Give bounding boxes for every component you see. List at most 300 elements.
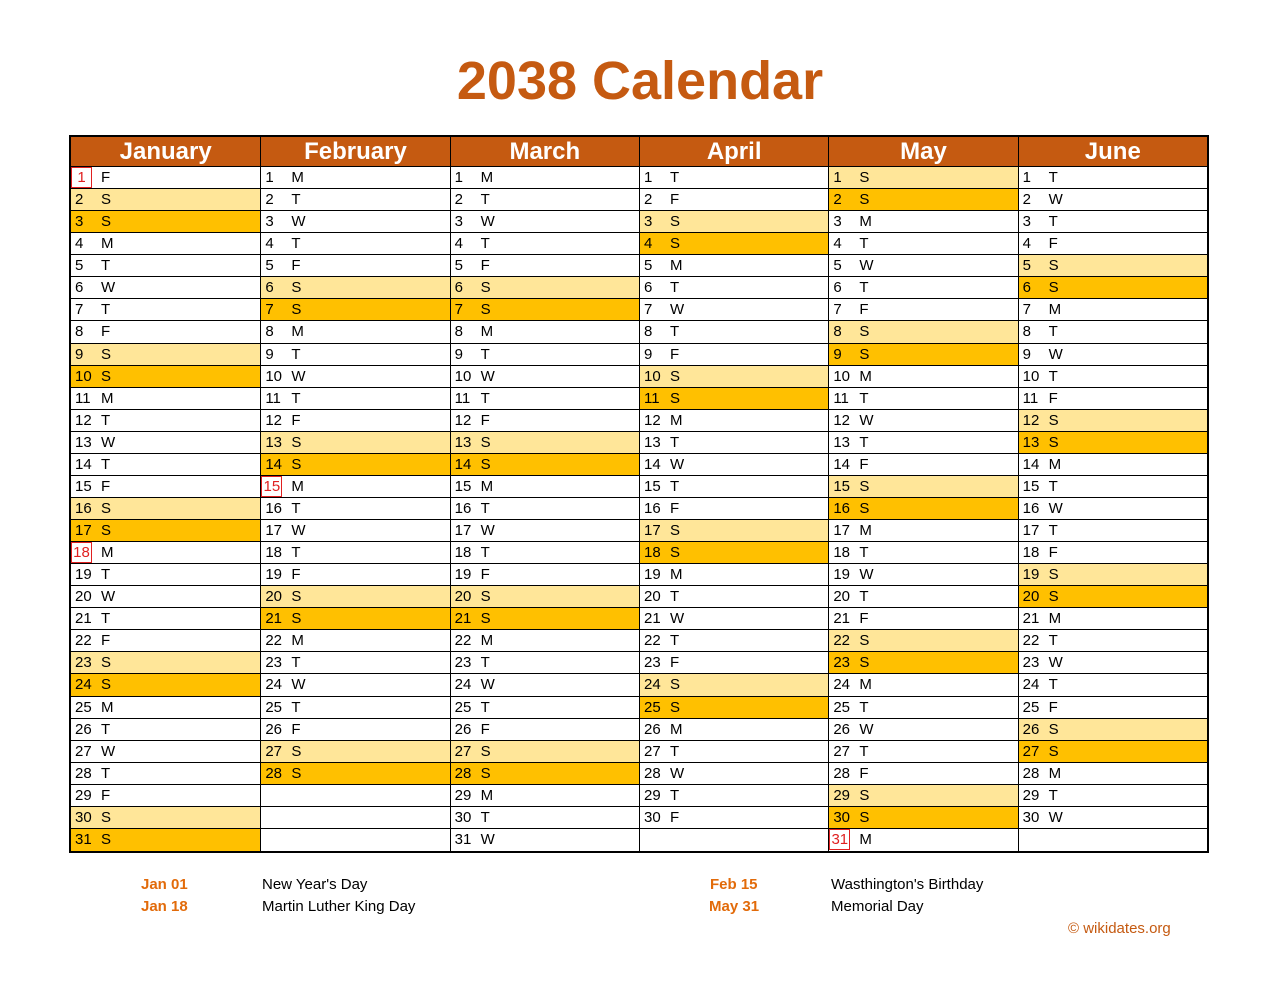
day-cell (71, 586, 260, 608)
day-number: 26 (265, 720, 283, 738)
weekday-letter: F (859, 610, 869, 628)
day-cell (1019, 167, 1207, 189)
weekday-letter: S (480, 610, 491, 628)
weekday-letter: M (101, 235, 114, 253)
weekday-letter: S (101, 654, 112, 672)
day-cell (640, 255, 828, 277)
day-number: 18 (643, 544, 661, 562)
weekday-letter: F (291, 257, 301, 275)
day-cell (1019, 476, 1207, 498)
day-cell (640, 520, 828, 542)
day-cell (261, 542, 449, 564)
day-number: 3 (75, 213, 84, 231)
weekday-letter: S (859, 632, 870, 650)
day-number: 14 (75, 455, 92, 473)
day-number: 2 (1022, 191, 1031, 209)
day-cell (451, 277, 639, 299)
day-number: 24 (265, 676, 283, 694)
day-number: 2 (265, 191, 274, 209)
day-number: 26 (1022, 720, 1040, 738)
day-cell (451, 785, 639, 807)
weekday-letter: T (480, 345, 490, 363)
weekday-letter: M (859, 367, 872, 385)
day-cell (1019, 211, 1207, 233)
day-cell (1019, 829, 1207, 851)
weekday-letter: T (859, 389, 869, 407)
weekday-letter: S (1048, 588, 1059, 606)
holiday-entry (709, 896, 759, 918)
day-number: 23 (1022, 654, 1040, 672)
weekday-letter: M (859, 522, 872, 539)
day-cell (1019, 652, 1207, 674)
weekday-letter: S (859, 499, 870, 517)
day-cell (451, 410, 639, 432)
day-number: 7 (643, 301, 653, 319)
day-number: 5 (1022, 257, 1031, 275)
day-cell (261, 719, 449, 741)
day-cell (261, 476, 449, 498)
day-number: 24 (454, 676, 472, 694)
weekday-letter: W (291, 676, 306, 694)
weekday-letter: T (669, 742, 680, 760)
weekday-letter: F (480, 411, 490, 429)
day-cell (640, 189, 828, 211)
weekday-letter: M (859, 830, 872, 848)
weekday-letter: M (1048, 455, 1062, 473)
weekday-letter: W (1048, 191, 1063, 209)
calendar-grid (69, 135, 1209, 853)
day-cell (829, 697, 1017, 719)
holiday-entry (141, 896, 188, 918)
day-number: 18 (71, 542, 92, 563)
day-cell (1019, 763, 1207, 785)
day-number: 15 (643, 477, 661, 495)
day-number: 23 (454, 654, 472, 672)
weekday-letter: S (859, 477, 870, 495)
weekday-letter: S (859, 323, 870, 341)
weekday-letter: F (669, 345, 680, 363)
month-header: January (71, 137, 260, 167)
day-number: 23 (833, 654, 850, 672)
weekday-letter: T (859, 544, 869, 562)
day-cell (71, 674, 260, 696)
day-number: 7 (1022, 301, 1031, 319)
day-cell (261, 167, 449, 189)
weekday-letter: W (859, 566, 874, 584)
month-header: April (640, 137, 828, 167)
day-number: 26 (454, 720, 472, 738)
weekday-letter: T (1048, 477, 1058, 495)
weekday-letter: F (669, 191, 680, 209)
weekday-letter: T (101, 455, 111, 473)
weekday-letter: S (669, 698, 680, 716)
day-number: 18 (1022, 544, 1040, 562)
weekday-letter: S (669, 389, 680, 407)
day-number: 29 (833, 786, 850, 804)
weekday-letter: T (669, 433, 680, 451)
day-cell (1019, 344, 1207, 366)
day-cell (71, 189, 260, 211)
day-number: 29 (454, 786, 472, 804)
day-number: 1 (1022, 169, 1031, 186)
weekday-letter: S (101, 499, 112, 517)
day-cell (261, 630, 449, 652)
day-cell (640, 829, 828, 851)
day-number: 28 (1022, 764, 1040, 782)
day-number: 1 (265, 169, 274, 186)
day-number: 6 (833, 279, 842, 297)
day-cell (1019, 255, 1207, 277)
day-cell (71, 542, 260, 564)
day-cell (451, 167, 639, 189)
day-cell (640, 785, 828, 807)
weekday-letter: T (101, 720, 111, 738)
day-cell (1019, 785, 1207, 807)
day-cell (71, 829, 260, 851)
day-cell (640, 211, 828, 233)
weekday-letter: M (291, 323, 304, 341)
day-cell (640, 476, 828, 498)
day-cell (261, 255, 449, 277)
day-cell (829, 277, 1017, 299)
holiday-entry (831, 896, 924, 918)
weekday-letter: M (480, 169, 494, 186)
day-number: 2 (454, 191, 463, 209)
weekday-letter: S (101, 676, 112, 694)
weekday-letter: W (101, 588, 116, 606)
weekday-letter: S (480, 433, 491, 451)
day-cell (829, 388, 1017, 410)
day-number: 28 (643, 764, 661, 782)
day-number: 20 (265, 588, 283, 606)
weekday-letter: M (1048, 301, 1062, 319)
weekday-letter: F (669, 808, 680, 826)
day-number: 16 (75, 499, 92, 517)
month-column-june (1018, 137, 1207, 851)
weekday-letter: W (669, 610, 685, 628)
day-number: 24 (75, 676, 92, 694)
holiday-entry (831, 874, 983, 896)
day-number: 10 (265, 367, 283, 385)
day-cell (1019, 630, 1207, 652)
day-cell (261, 189, 449, 211)
weekday-letter: T (291, 389, 301, 407)
day-cell (261, 608, 449, 630)
day-cell (71, 807, 260, 829)
day-number: 4 (643, 235, 653, 253)
day-cell (261, 498, 449, 520)
day-cell (1019, 233, 1207, 255)
day-number: 9 (75, 345, 84, 363)
month-header: March (451, 137, 639, 167)
holiday-name: Martin Luther King Day (262, 898, 416, 915)
day-cell (451, 564, 639, 586)
day-number: 9 (833, 345, 842, 363)
day-number: 2 (833, 191, 842, 209)
day-cell (71, 719, 260, 741)
weekday-letter: T (480, 499, 490, 517)
weekday-letter: F (669, 499, 680, 517)
day-cell (829, 233, 1017, 255)
day-cell (71, 454, 260, 476)
weekday-letter: T (1048, 676, 1058, 694)
day-number: 14 (833, 455, 850, 473)
day-cell (71, 630, 260, 652)
day-number: 8 (454, 323, 463, 341)
day-number: 29 (75, 786, 92, 804)
weekday-letter: S (1048, 742, 1059, 760)
day-number: 22 (454, 632, 472, 650)
weekday-letter: T (1048, 169, 1058, 186)
day-number: 8 (75, 323, 84, 341)
day-cell (451, 454, 639, 476)
day-number: 3 (833, 213, 842, 231)
day-cell (640, 388, 828, 410)
day-cell (71, 741, 260, 763)
day-cell (640, 564, 828, 586)
weekday-letter: W (291, 213, 306, 231)
weekday-letter: S (101, 213, 112, 231)
day-cell (261, 344, 449, 366)
weekday-letter: F (480, 566, 490, 584)
weekday-letter: S (669, 367, 680, 385)
day-cell (261, 432, 449, 454)
day-cell (829, 366, 1017, 388)
day-cell (261, 829, 449, 851)
day-number: 14 (265, 455, 283, 473)
day-cell (640, 586, 828, 608)
day-cell (71, 608, 260, 630)
day-cell (451, 763, 639, 785)
weekday-letter: T (480, 544, 490, 562)
day-number: 28 (75, 764, 92, 782)
weekday-letter: S (480, 455, 491, 473)
weekday-letter: F (859, 764, 869, 782)
day-number: 28 (454, 764, 472, 782)
day-number: 2 (643, 191, 653, 209)
day-number: 12 (643, 411, 661, 429)
day-cell (829, 410, 1017, 432)
day-cell (640, 167, 828, 189)
day-number: 12 (833, 411, 850, 429)
day-number: 16 (1022, 499, 1040, 517)
day-number: 19 (454, 566, 472, 584)
day-cell (829, 719, 1017, 741)
weekday-letter: F (101, 632, 111, 650)
weekday-letter: T (291, 698, 301, 716)
day-number: 17 (643, 522, 661, 539)
day-cell (451, 542, 639, 564)
weekday-letter: M (1048, 610, 1062, 628)
day-number: 28 (265, 764, 283, 782)
weekday-letter: T (101, 566, 111, 584)
day-cell (261, 277, 449, 299)
weekday-letter: T (1048, 786, 1058, 804)
day-cell (829, 741, 1017, 763)
day-cell (1019, 520, 1207, 542)
day-cell (1019, 277, 1207, 299)
weekday-letter: W (1048, 654, 1063, 672)
day-cell (451, 674, 639, 696)
day-number: 31 (75, 830, 92, 848)
day-cell (71, 255, 260, 277)
day-number: 15 (454, 477, 472, 495)
day-cell (640, 344, 828, 366)
day-number: 3 (265, 213, 274, 231)
day-cell (829, 498, 1017, 520)
day-number: 5 (75, 257, 84, 275)
weekday-letter: F (480, 720, 490, 738)
weekday-letter: F (859, 301, 869, 319)
day-number: 26 (643, 720, 661, 738)
weekday-letter: S (1048, 720, 1059, 738)
month-header: February (261, 137, 449, 167)
day-number: 6 (265, 279, 274, 297)
day-cell (829, 829, 1017, 851)
day-cell (451, 719, 639, 741)
day-cell (261, 388, 449, 410)
month-column-february (260, 137, 449, 851)
holiday-entry (262, 874, 367, 896)
day-cell (451, 233, 639, 255)
weekday-letter: S (480, 279, 491, 297)
day-number: 11 (75, 389, 91, 407)
day-cell (261, 520, 449, 542)
weekday-letter: T (101, 764, 111, 782)
weekday-letter: W (480, 522, 495, 539)
weekday-letter: T (291, 544, 301, 562)
day-cell (261, 785, 449, 807)
day-cell (71, 520, 260, 542)
day-cell (451, 630, 639, 652)
day-cell (1019, 388, 1207, 410)
day-cell (261, 652, 449, 674)
day-cell (1019, 366, 1207, 388)
day-cell (451, 697, 639, 719)
day-cell (71, 299, 260, 321)
day-number: 27 (265, 742, 283, 760)
month-column-january (71, 137, 260, 851)
day-cell (1019, 807, 1207, 829)
day-number: 16 (454, 499, 472, 517)
day-number: 10 (454, 367, 472, 385)
day-number: 23 (265, 654, 283, 672)
day-number: 17 (75, 522, 92, 539)
day-number: 8 (643, 323, 653, 341)
day-number: 11 (1022, 389, 1039, 407)
day-number: 15 (1022, 477, 1040, 495)
day-cell (261, 674, 449, 696)
weekday-letter: S (101, 345, 112, 363)
day-number: 10 (75, 367, 92, 385)
day-cell (640, 366, 828, 388)
weekday-letter: F (1048, 698, 1058, 716)
day-cell (1019, 697, 1207, 719)
weekday-letter: S (669, 235, 680, 253)
month-column-april (639, 137, 828, 851)
credit-link[interactable]: © wikidates.org (1068, 920, 1171, 937)
day-number: 25 (75, 698, 92, 716)
day-cell (1019, 741, 1207, 763)
day-cell (451, 388, 639, 410)
day-cell (1019, 454, 1207, 476)
day-number: 1 (833, 169, 842, 186)
day-number: 13 (1022, 433, 1040, 451)
day-cell (71, 366, 260, 388)
day-cell (451, 321, 639, 343)
weekday-letter: S (1048, 566, 1059, 584)
weekday-letter: W (859, 257, 874, 275)
weekday-letter: M (480, 477, 494, 495)
day-number: 3 (454, 213, 463, 231)
day-cell (261, 697, 449, 719)
day-cell (829, 476, 1017, 498)
holiday-name: New Year's Day (262, 876, 368, 893)
day-cell (829, 674, 1017, 696)
weekday-letter: W (1048, 808, 1063, 826)
day-cell (71, 321, 260, 343)
weekday-letter: T (669, 786, 680, 804)
day-number: 30 (1022, 808, 1040, 826)
day-number: 16 (265, 499, 283, 517)
weekday-letter: S (480, 764, 491, 782)
weekday-letter: W (101, 742, 116, 760)
weekday-letter: M (859, 676, 872, 694)
day-cell (640, 321, 828, 343)
day-cell (71, 697, 260, 719)
weekday-letter: F (291, 411, 301, 429)
day-number: 31 (454, 830, 472, 848)
day-cell (640, 652, 828, 674)
day-cell (451, 211, 639, 233)
day-number: 10 (1022, 367, 1040, 385)
weekday-letter: M (101, 544, 114, 562)
day-cell (1019, 674, 1207, 696)
weekday-letter: S (669, 676, 680, 694)
day-cell (1019, 321, 1207, 343)
day-cell (829, 321, 1017, 343)
day-number: 22 (265, 632, 283, 650)
month-column-may (828, 137, 1017, 851)
day-number: 12 (265, 411, 283, 429)
weekday-letter: T (859, 588, 869, 606)
day-cell (451, 476, 639, 498)
day-cell (1019, 564, 1207, 586)
day-number: 5 (643, 257, 653, 275)
day-cell (451, 829, 639, 851)
day-number: 5 (454, 257, 463, 275)
day-cell (451, 652, 639, 674)
day-number: 7 (454, 301, 463, 319)
day-number: 18 (833, 544, 850, 562)
day-cell (640, 432, 828, 454)
weekday-letter: T (859, 279, 869, 297)
weekday-letter: F (1048, 235, 1058, 253)
day-number: 4 (833, 235, 842, 253)
day-number: 12 (1022, 411, 1040, 429)
weekday-letter: W (480, 367, 495, 385)
weekday-letter: S (291, 610, 302, 628)
day-number: 1 (71, 167, 92, 188)
day-cell (451, 255, 639, 277)
day-number: 6 (643, 279, 653, 297)
weekday-letter: F (291, 720, 301, 738)
day-number: 15 (75, 477, 92, 495)
weekday-letter: S (291, 764, 302, 782)
day-number: 21 (643, 610, 661, 628)
day-cell (261, 564, 449, 586)
day-number: 17 (1022, 522, 1040, 539)
